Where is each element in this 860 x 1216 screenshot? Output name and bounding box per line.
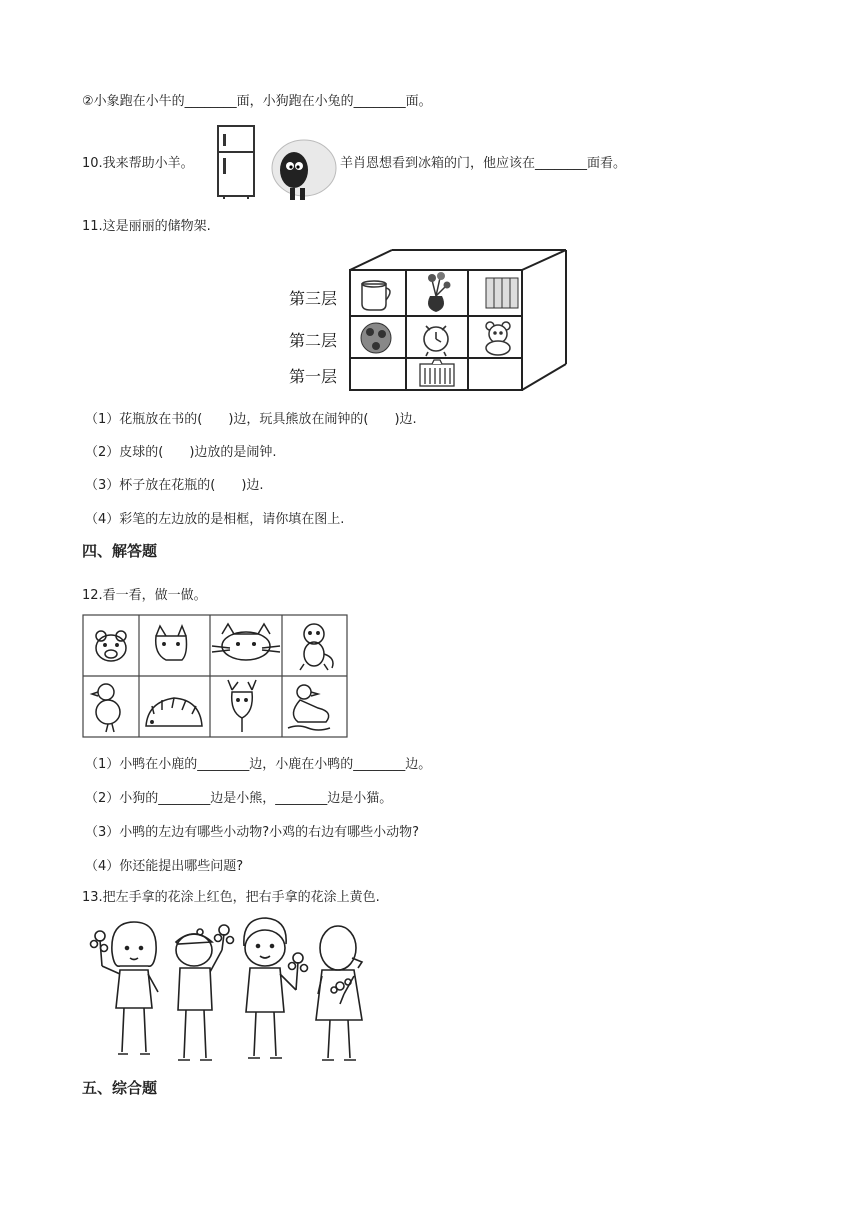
- fridge-image: [216, 124, 258, 200]
- q10-prefix: 10.我来帮助小羊。: [82, 156, 194, 171]
- q11-item-4: （4）彩笔的左边放的是相框，请你填在图上.: [85, 512, 345, 527]
- dog-icon: [156, 626, 187, 660]
- vase-icon: [428, 272, 451, 312]
- children-with-flowers-image: [82, 912, 370, 1070]
- q11-item-2: （2）皮球的( )边放的是闹钟.: [85, 445, 277, 460]
- q11-item-1: （1）花瓶放在书的( )边，玩具熊放在闹钟的( )边.: [85, 412, 417, 427]
- shelf-label-second: 第二层: [289, 331, 338, 350]
- hedgehog-icon: [146, 698, 202, 726]
- q10-suffix: 羊肖恩想看到冰箱的门，他应该在________面看。: [340, 156, 627, 171]
- q12-item-1: （1）小鸭在小鹿的________边，小鹿在小鸭的________边。: [85, 757, 432, 772]
- shelf-label-third: 第三层: [289, 289, 338, 308]
- monkey-icon: [300, 624, 333, 670]
- q11-title: 11.这是丽丽的储物架.: [82, 219, 211, 234]
- q13-title: 13.把左手拿的花涂上红色，把右手拿的花涂上黄色.: [82, 890, 380, 905]
- cat-icon: [212, 624, 280, 660]
- q12-item-4: （4）你还能提出哪些问题?: [85, 859, 244, 874]
- section-5-heading: 五、综合题: [82, 1079, 158, 1097]
- section-4-heading: 四、解答题: [82, 542, 158, 560]
- q11-item-3: （3）杯子放在花瓶的( )边.: [85, 478, 264, 493]
- cup-icon: [362, 281, 390, 310]
- girl-back-figure: [316, 926, 362, 1060]
- storage-shelf-diagram: [348, 246, 570, 394]
- q12-item-2: （2）小狗的________边是小熊，________边是小猫。: [85, 791, 393, 806]
- q12-title: 12.看一看，做一做。: [82, 588, 207, 603]
- animal-grid-image: [82, 614, 350, 740]
- boy-front-figure: [244, 918, 308, 1058]
- alarm-clock-icon: [424, 326, 448, 356]
- q9-part2-text: ②小象跑在小牛的________面，小狗跑在小兔的________面。: [82, 94, 432, 109]
- ball-icon: [361, 323, 391, 353]
- boy-cap-back-figure: [176, 925, 234, 1060]
- shelf-label-first: 第一层: [289, 367, 338, 386]
- duck-icon: [288, 685, 330, 730]
- teddy-bear-icon: [486, 322, 510, 355]
- books-icon: [486, 278, 518, 308]
- shaun-sheep-image: [266, 132, 338, 202]
- chick-icon: [92, 684, 120, 732]
- deer-icon: [228, 680, 256, 732]
- bear-icon: [96, 631, 126, 661]
- girl-front-figure: [91, 922, 159, 1054]
- q12-item-3: （3）小鸭的左边有哪些小动物?小鸡的右边有哪些小动物?: [85, 825, 420, 840]
- crayon-box-icon: [420, 360, 454, 386]
